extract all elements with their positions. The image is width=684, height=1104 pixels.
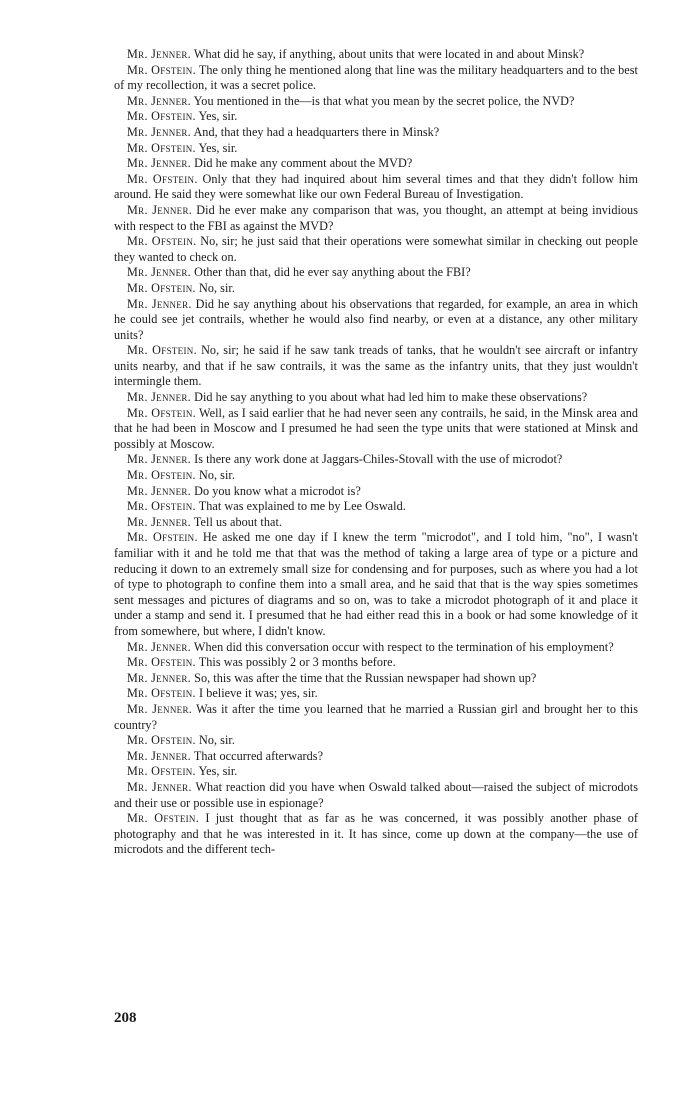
transcript-paragraph <box>114 265 638 281</box>
speech-text: Yes, sir. <box>195 109 238 124</box>
speech-text: So, this was after the time that the Russian newspaper had shown up? <box>191 670 537 685</box>
speaker-name: Mr. Jenner. <box>127 265 192 280</box>
transcript-paragraph <box>114 125 638 141</box>
speaker-name: Mr. Ofstein. <box>127 499 196 514</box>
transcript-paragraph <box>114 390 638 406</box>
page-number: 208 <box>114 1010 137 1026</box>
transcript-body <box>114 47 638 858</box>
speaker-name: Mr. Jenner. <box>127 156 192 171</box>
speaker-name: Mr. Jenner. <box>127 202 193 217</box>
transcript-paragraph <box>114 764 638 780</box>
speech-text: Well, as I said earlier that he had never seen any contrails, he said, in the Minsk area and that he had been in Moscow and I presumed he had seen the type units that were stationed at Minsk and possibly at Moscow. <box>114 405 639 451</box>
transcript-paragraph <box>114 530 638 639</box>
transcript-paragraph <box>114 203 638 234</box>
speaker-name: Mr. Jenner. <box>127 670 192 685</box>
transcript-paragraph <box>114 234 638 265</box>
speaker-name: Mr. Ofstein. <box>127 530 198 545</box>
speech-text: And, that they had a headquarters there in Minsk? <box>191 124 440 139</box>
transcript-paragraph <box>114 811 638 858</box>
transcript-paragraph <box>114 141 638 157</box>
transcript-paragraph <box>114 63 638 94</box>
speech-text: This was possibly 2 or 3 months before. <box>195 655 396 670</box>
speech-text: Tell us about that. <box>191 514 283 529</box>
speech-text: No, sir; he just said that their operations were somewhat similar in checking out people they wanted to check on. <box>114 234 638 264</box>
speech-text: When did this conversation occur with respect to the termination of his employment? <box>191 639 614 654</box>
speaker-name: Mr. Ofstein. <box>127 109 196 124</box>
speech-text: Was it after the time you learned that he married a Russian girl and brought her to this country? <box>114 701 638 732</box>
speaker-name: Mr. Ofstein. <box>127 764 196 779</box>
transcript-paragraph <box>114 468 638 484</box>
transcript-paragraph <box>114 281 638 297</box>
transcript-paragraph <box>114 655 638 671</box>
speaker-name: Mr. Ofstein. <box>127 280 196 295</box>
speaker-name: Mr. Jenner. <box>127 296 192 311</box>
speech-text: I believe it was; yes, sir. <box>195 686 318 701</box>
speaker-name: Mr. Jenner. <box>127 93 192 108</box>
speech-text: You mentioned in the—is that what you mean by the secret police, the NVD? <box>191 93 575 108</box>
speech-text: What reaction did you have when Oswald talked about—raised the subject of microdots and their use or possible use in espionage? <box>114 779 638 810</box>
transcript-paragraph <box>114 671 638 687</box>
transcript-paragraph <box>114 749 638 765</box>
transcript-paragraph <box>114 343 638 390</box>
speech-text: Yes, sir. <box>195 140 238 155</box>
speech-text: Only that they had inquired about him several times and that they didn't follow him around. He said they were somewhat like our own Federal Bureau of Investigation. <box>114 171 638 202</box>
speech-text: No, sir. <box>195 280 235 295</box>
speaker-name: Mr. Ofstein. <box>127 655 196 670</box>
speaker-name: Mr. Jenner. <box>127 748 192 763</box>
speaker-name: Mr. Ofstein. <box>127 468 196 483</box>
speaker-name: Mr. Jenner. <box>127 47 192 61</box>
speaker-name: Mr. Jenner. <box>127 483 192 498</box>
speech-text: What did he say, if anything, about units that were located in and about Minsk? <box>191 47 585 61</box>
transcript-paragraph <box>114 499 638 515</box>
speaker-name: Mr. Ofstein. <box>127 811 200 826</box>
speech-text: Did he ever make any comparison that was, you thought, an attempt at being invidious with respect to the FBI as against the MVD? <box>114 202 638 233</box>
transcript-paragraph <box>114 406 638 453</box>
speech-text: Do you know what a microdot is? <box>191 483 361 498</box>
speaker-name: Mr. Jenner. <box>127 452 192 467</box>
speaker-name: Mr. Ofstein. <box>127 343 197 358</box>
speech-text: Did he make any comment about the MVD? <box>191 156 413 171</box>
speaker-name: Mr. Jenner. <box>127 701 193 716</box>
transcript-paragraph <box>114 515 638 531</box>
speaker-name: Mr. Ofstein. <box>127 171 198 186</box>
speaker-name: Mr. Jenner. <box>127 390 192 405</box>
speech-text: He asked me one day if I knew the term "microdot", and I told him, "no", I wasn't familiar with it and he told me that that was the method of taking a large area of type or a picture and reducing it down to an extremely small size for condensing and for purposes, such as where you had a lot of type to photograph to confine them into a small area, and he said that that is the way spies sometimes sent messages and pictures of diagrams and so on, was to take a microdot photograph of it and place it under a stamp and send it. I presumed that he had either read this in a book or had some knowledge of it from somewhere, but where, I didn't know. <box>114 530 638 638</box>
transcript-paragraph <box>114 686 638 702</box>
speech-text: Did he say anything about his observations that regarded, for example, an area in which he could see jet contrails, whether he would also find nearby, or even at a distance, any other military units? <box>114 296 638 342</box>
transcript-paragraph <box>114 94 638 110</box>
speaker-name: Mr. Jenner. <box>127 514 192 529</box>
speech-text: Did he say anything to you about what had led him to make these observations? <box>191 390 588 405</box>
transcript-paragraph <box>114 452 638 468</box>
speaker-name: Mr. Jenner. <box>127 779 192 794</box>
transcript-paragraph <box>114 640 638 656</box>
speech-text: I just thought that as far as he was concerned, it was possibly another phase of photography and that he was interested in it. It has since, come up down at the company—the use of microdots and the different tech- <box>114 811 638 857</box>
transcript-paragraph <box>114 297 638 344</box>
speech-text: That was explained to me by Lee Oswald. <box>195 499 406 514</box>
transcript-paragraph <box>114 156 638 172</box>
speech-text: No, sir. <box>195 733 235 748</box>
speaker-name: Mr. Ofstein. <box>127 686 196 701</box>
speaker-name: Mr. Ofstein. <box>127 62 196 77</box>
speaker-name: Mr. Ofstein. <box>127 234 197 249</box>
transcript-paragraph <box>114 484 638 500</box>
speech-text: Yes, sir. <box>195 764 238 779</box>
speaker-name: Mr. Ofstein. <box>127 405 197 420</box>
speech-text: The only thing he mentioned along that line was the military headquarters and to the best of my recollection, it was a secret police. <box>114 62 638 93</box>
speech-text: No, sir; he said if he saw tank treads of tanks, that he wouldn't see aircraft or infantry units nearby, and that if he saw contrails, it was the same as the infantry units, that they just wouldn't intermingle them. <box>114 343 638 389</box>
speech-text: Is there any work done at Jaggars-Chiles-Stovall with the use of microdot? <box>191 452 563 467</box>
transcript-paragraph <box>114 109 638 125</box>
speech-text: That occurred afterwards? <box>191 748 324 763</box>
speaker-name: Mr. Jenner. <box>127 639 192 654</box>
speaker-name: Mr. Ofstein. <box>127 733 196 748</box>
transcript-paragraph <box>114 780 638 811</box>
speech-text: Other than that, did he ever say anything about the FBI? <box>191 265 471 280</box>
transcript-paragraph <box>114 47 638 63</box>
transcript-paragraph <box>114 702 638 733</box>
speaker-name: Mr. Ofstein. <box>127 140 196 155</box>
transcript-paragraph <box>114 172 638 203</box>
transcript-paragraph <box>114 733 638 749</box>
speech-text: No, sir. <box>195 468 235 483</box>
speaker-name: Mr. Jenner. <box>127 124 192 139</box>
